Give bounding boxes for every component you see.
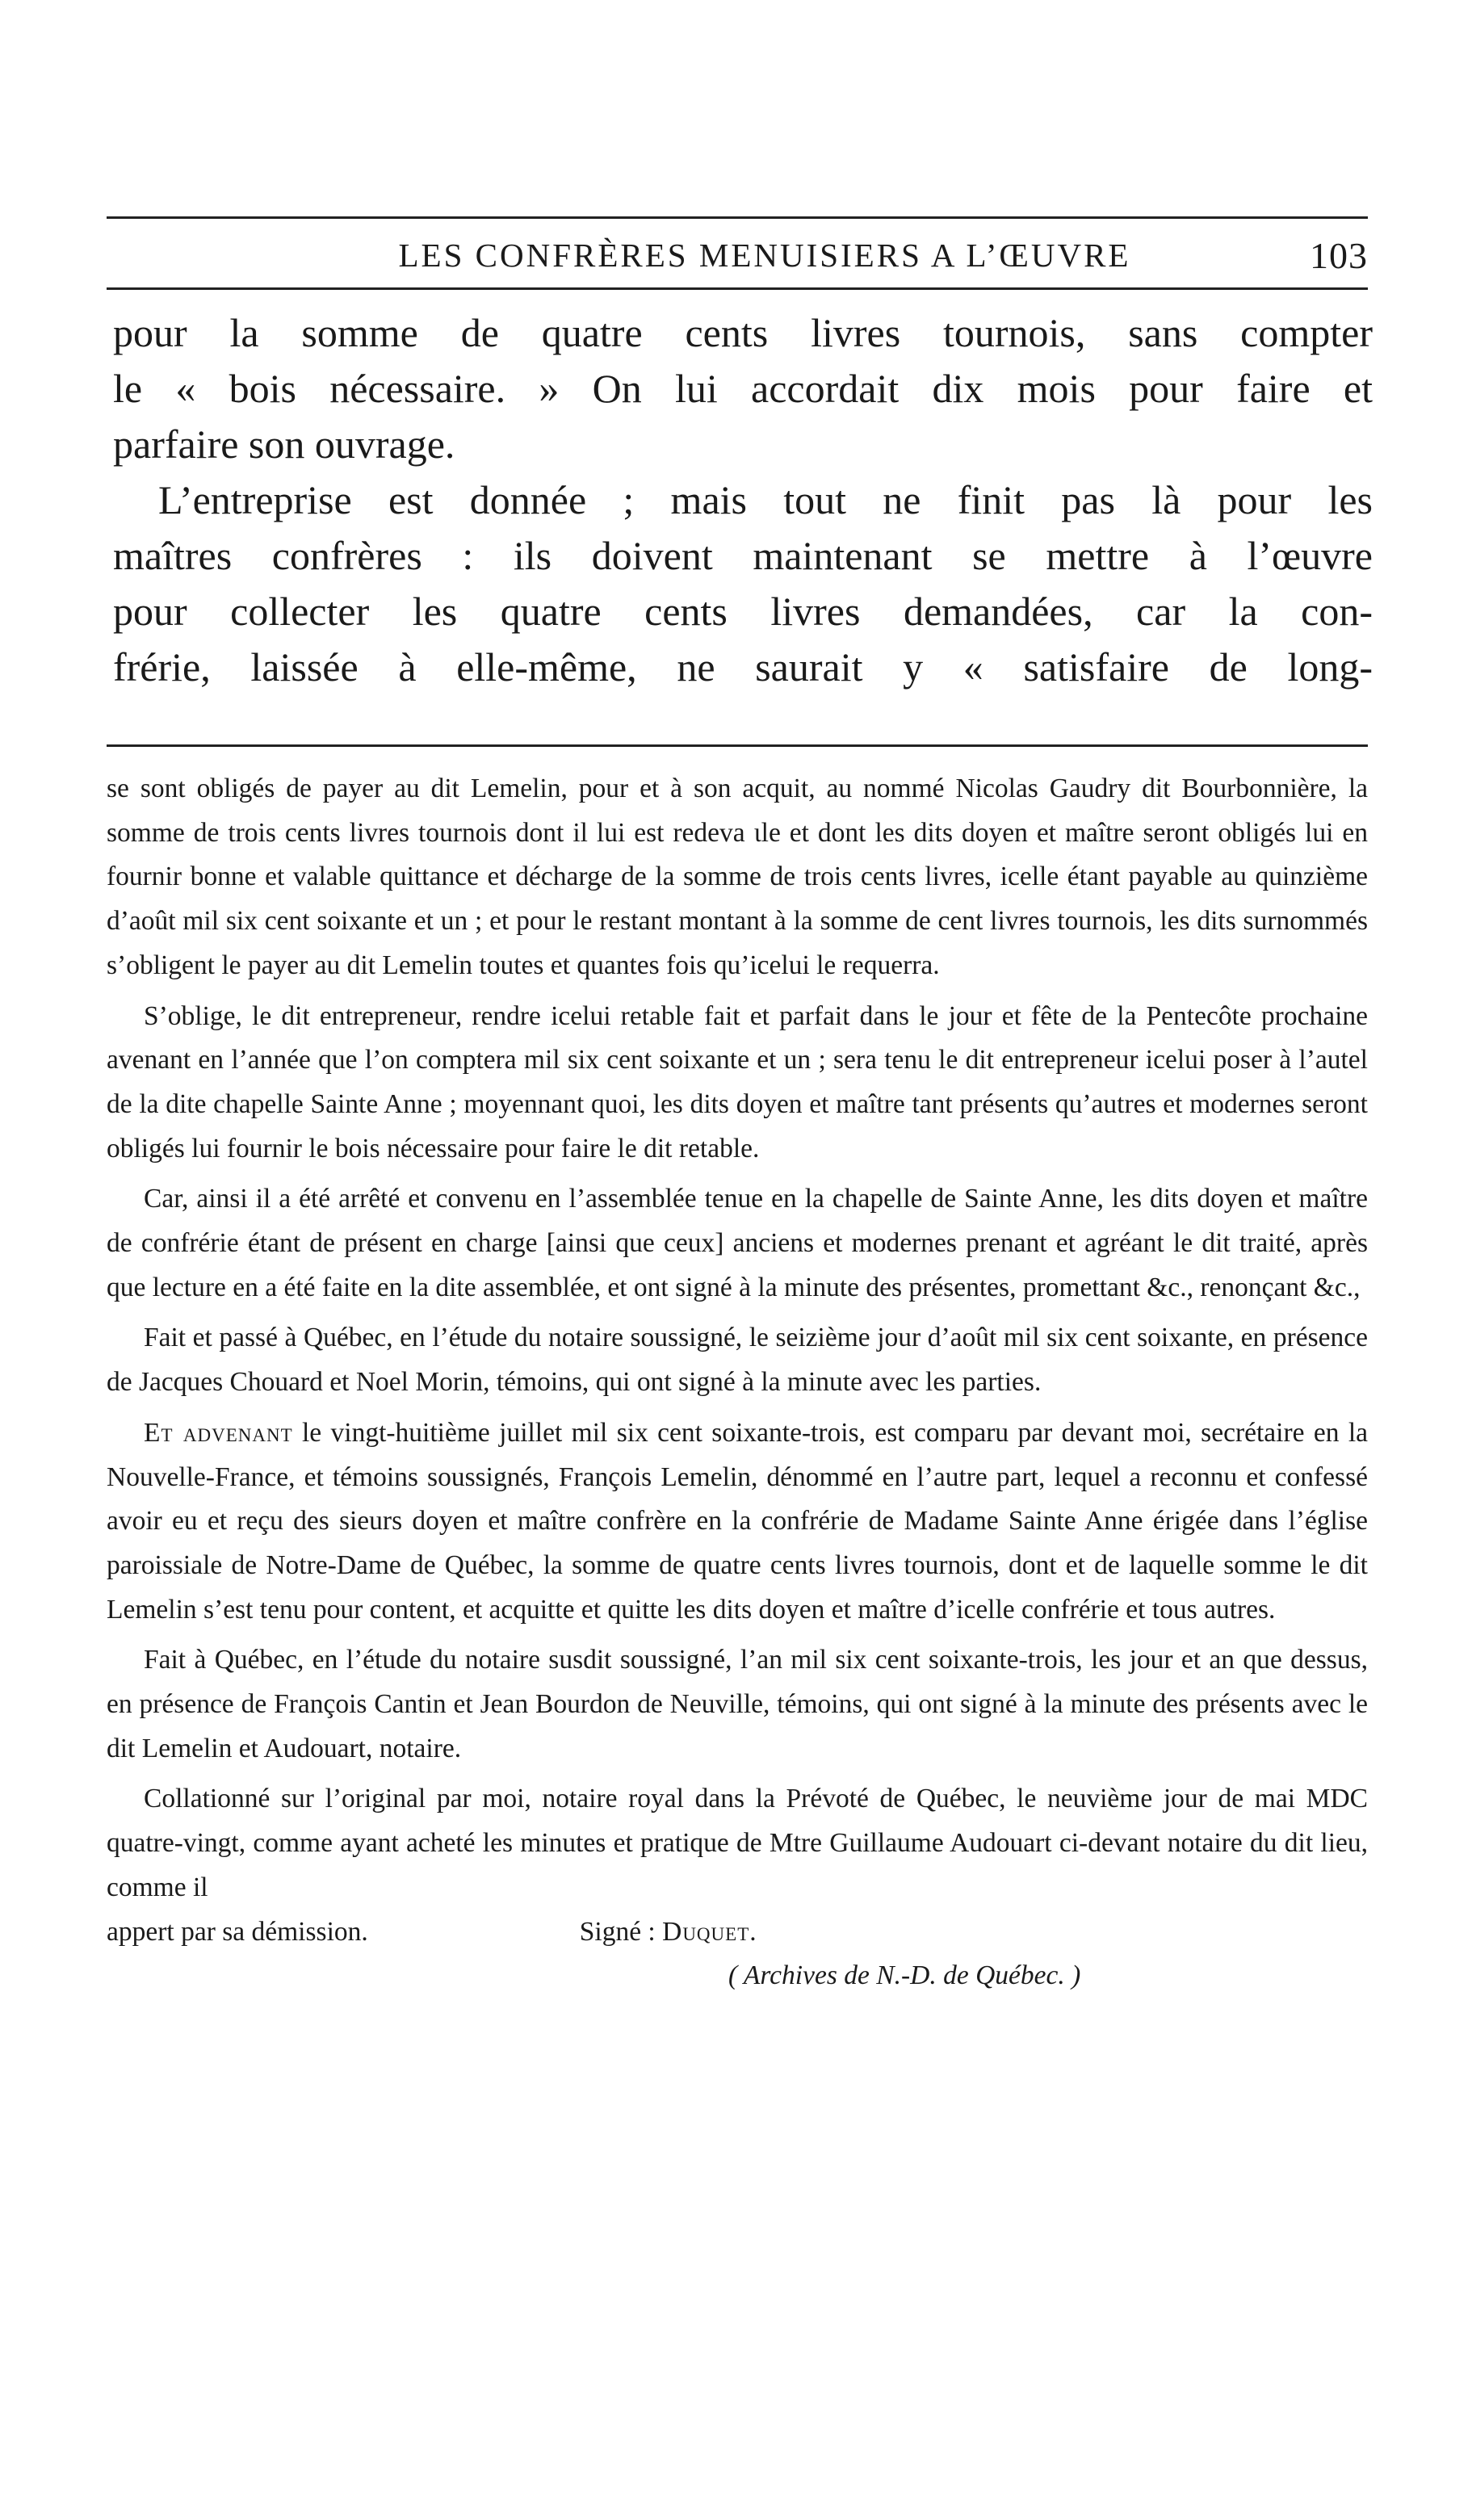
note-paragraph: se sont obligés de payer au dit Lemelin, pour et à son acquit, au nommé Nicolas Gaudry dit Bourbonnière, la somme de trois cents livres tournois dont il lui est redeva ɩle et dont les dits doyen et maître seront obligés lui en fournir bonne et valable quittance et décharge de la somme de trois cents livres, icelle étant payable au quinzième d’août mil six cent soixante et un ; et pour le restant montant à la somme de cent livres tournois, les dits surnommés s’obligent le payer au dit Lemelin toutes et quantes fois qu’icelui le requerra.: [107, 774, 1368, 980]
body-line: pour collecter les quatre cents livres demandées, car la con-: [113, 589, 1373, 634]
signature-label: Signé :: [579, 1916, 663, 1947]
note-paragraph: Fait à Québec, en l’étude du notaire susdit soussigné, l’an mil six cent soixante-trois, les jour et an que dessus, en présence de François Cantin et Jean Bourdon de Neuville, témoins, qui ont signé à la minute des présents avec le dit Lemelin et Audouart, notaire.: [107, 1645, 1368, 1763]
signature: [580, 1910, 757, 1955]
source-citation: ( Archives de N.-D. de Québec. ): [728, 1960, 1081, 1991]
note-paragraph: S’oblige, le dit entrepreneur, rendre icelui retable fait et parfait dans le jour et fête de la Pentecôte prochaine avenant en l’année que l’on comptera mil six cent soixante et un ; sera tenu le dit entrepreneur icelui poser à l’autel de la dite chapelle Sainte Anne ; moyennant quoi, les dits doyen et maître tant présents qu’autres et modernes seront obligés lui fournir le bois nécessaire pour faire le dit retable.: [107, 1000, 1368, 1164]
note-paragraph: Car, ainsi il a été arrêté et convenu en l’assemblée tenue en la chapelle de Sainte Anne, les dits doyen et maître de confrérie étant de présent en charge [ainsi que ceux] anciens et modernes prenant et agréant le dit traité, après que lecture en a été faite en la dite assemblée, et ont signé à la minute des présentes, promettant &c., renonçant &c.,: [107, 1184, 1368, 1302]
running-head-title: LES CONFRÈRES MENUISIERS A L’ŒUVRE: [398, 237, 1131, 274]
note-closing-text: appert par sa démission.: [107, 1916, 368, 1947]
footnote-rule: [107, 744, 1368, 747]
body-line: parfaire son ouvrage.: [113, 421, 455, 467]
header-bottom-rule: [107, 287, 1368, 290]
signature-name: Duquet.: [662, 1916, 757, 1947]
signature-line: [107, 1910, 1368, 1955]
body-line: maîtres confrères : ils doivent maintenant se mettre à l’œuvre: [113, 533, 1373, 578]
footnote-block: [107, 767, 1368, 1998]
note-paragraph-text: le vingt-huitième juillet mil six cent soixante-trois, est comparu par devant moi, secrétaire en la Nouvelle-France, et témoins soussignés, François Lemelin, dénommé en l’autre part, lequel a reconnu et confessé avoir eu et reçu des sieurs doyen et maître confrère en la confrérie de Madame Sainte Anne érigée dans l’église paroissiale de Notre-Dame de Québec, la somme de quatre cents livres tournois, dont et de laquelle somme le dit Lemelin s’est tenu pour content, et acquitte et quitte les dits doyen et maître d’icelle confrérie et tous autres.: [107, 1417, 1368, 1625]
page-number: 103: [1310, 234, 1368, 276]
body-line: L’entreprise est donnée ; mais tout ne finit pas là pour les: [158, 477, 1373, 522]
body-line: pour la somme de quatre cents livres tournois, sans compter: [113, 310, 1373, 355]
note-lead-smallcaps: Et advenant: [144, 1417, 293, 1448]
body-line: frérie, laissée à elle-même, ne saurait y « satisfaire de long-: [113, 644, 1373, 690]
note-paragraph: [107, 1411, 1368, 1633]
running-head: [107, 229, 1368, 281]
header-top-rule: [107, 216, 1368, 219]
main-body-text: [113, 305, 1373, 695]
note-paragraph: Collationné sur l’original par moi, notaire royal dans la Prévoté de Québec, le neuvième jour de mai MDC quatre-vingt, comme ayant acheté les minutes et pratique de Mtre Guillaume Audouart ci-devant notaire du dit lieu, comme il: [107, 1784, 1368, 1902]
note-paragraph: Fait et passé à Québec, en l’étude du notaire soussigné, le seizième jour d’août mil six cent soixante, en présence de Jacques Chouard et Noel Morin, témoins, qui ont signé à la minute avec les parties.: [107, 1323, 1368, 1398]
body-line: le « bois nécessaire. » On lui accordait dix mois pour faire et: [113, 366, 1373, 411]
